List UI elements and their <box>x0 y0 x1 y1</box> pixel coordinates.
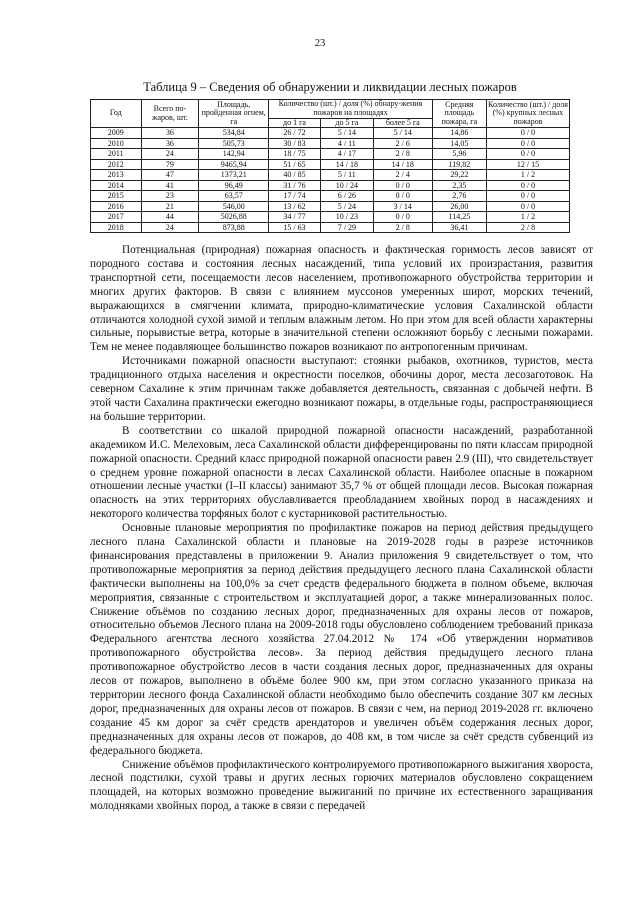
header-large-fires: Количество (шт.) / доля (%) крупных лесных пожаров <box>488 99 568 127</box>
table-row <box>91 180 570 191</box>
cell-up-to-5ha: 10 / 23 <box>320 212 373 223</box>
header-average-area: Средняя площадь пожара, га <box>432 100 486 128</box>
table-row <box>91 191 570 202</box>
cell-average-area: 14,05 <box>432 138 486 149</box>
cell-large-fires: 0 / 0 <box>486 138 569 149</box>
cell-burned-area: 9465,94 <box>199 159 269 170</box>
cell-burned-area: 505,73 <box>199 138 269 149</box>
cell-year: 2011 <box>91 149 142 160</box>
cell-large-fires: 1 / 2 <box>486 212 569 223</box>
paragraph: Снижение объёмов профилактического контролируемого противопожарного выжигания хвороста, лесной подстилки, сухой травы и других лесных горючих материалов обусловлено сокращением площадей, на которых возможно проведение выжиганий по причине их естественного заращивания молодняками хвойных пород, а также в связи с передачей <box>90 758 593 813</box>
cell-burned-area: 873,88 <box>199 222 269 233</box>
cell-total-fires: 24 <box>141 149 199 160</box>
cell-up-to-5ha: 6 / 26 <box>320 191 373 202</box>
table-row <box>91 170 570 181</box>
cell-up-to-1ha: 17 / 74 <box>269 191 321 202</box>
cell-total-fires: 21 <box>141 201 199 212</box>
cell-up-to-1ha: 30 / 83 <box>269 138 321 149</box>
table-row <box>91 201 570 212</box>
header-up-to-5ha: до 5 га <box>320 118 373 128</box>
cell-large-fires: 2 / 8 <box>486 222 569 233</box>
cell-large-fires: 0 / 0 <box>486 191 569 202</box>
paragraph: В соответствии со шкалой природной пожарной опасности насаждений, разработанной академиком И.С. Мелеховым, леса Сахалинской области дифференцированы по пяти классам природной пожарной опасности. Средний класс природной пожарной опасности равен 2.9 (III), что свидетельствует о среднем уровне пожарной опасности в лесах Сахалинской области. Наиболее опасные в пожарном отношении лесные участки (I–II классы) занимают 35,7 % от общей площади лесов. Высокая пожарная опасность на этих территориях обуславливается преобладанием хвойных пород в насаждениях и некоторого количества торфяных болот с кустарниковой растительностью. <box>90 424 593 521</box>
cell-burned-area: 534,84 <box>199 128 269 139</box>
cell-up-to-1ha: 31 / 76 <box>269 180 321 191</box>
cell-average-area: 5,96 <box>432 149 486 160</box>
cell-year: 2015 <box>91 191 142 202</box>
cell-average-area: 2,35 <box>432 180 486 191</box>
cell-average-area: 26,00 <box>432 201 486 212</box>
cell-burned-area: 546,00 <box>199 201 269 212</box>
cell-more-than-5ha: 14 / 18 <box>373 159 432 170</box>
cell-year: 2013 <box>91 170 142 181</box>
cell-up-to-5ha: 4 / 11 <box>320 138 373 149</box>
cell-average-area: 2,76 <box>432 191 486 202</box>
table-row <box>91 149 570 160</box>
cell-up-to-5ha: 7 / 29 <box>320 222 373 233</box>
cell-up-to-5ha: 10 / 24 <box>320 180 373 191</box>
fire-statistics-table <box>90 99 570 233</box>
cell-up-to-1ha: 26 / 72 <box>269 128 321 139</box>
cell-total-fires: 36 <box>141 138 199 149</box>
table-row <box>91 159 570 170</box>
cell-year: 2017 <box>91 212 142 223</box>
cell-year: 2016 <box>91 201 142 212</box>
cell-up-to-1ha: 51 / 65 <box>269 159 321 170</box>
cell-more-than-5ha: 0 / 0 <box>373 212 432 223</box>
table-row <box>91 222 570 233</box>
paragraph: Потенциальная (природная) пожарная опасность и фактическая горимость лесов зависят от породного состава и состояния лесных насаждений, типа условий их произрастания, развития транспортной сети, посещаемости лесов населением, противопожарного обустройства территории и многих других факторов. В связи с влиянием муссонов умеренных широт, морских течений, выражающихся в смягчении климата, природно-климатические условия Сахалинской области отличаются холодной сухой зимой и теплым влажным летом. Но при этом для всей области характерны сильные, порывистые ветра, которые в значительной степени осложняют борьбу с лесными пожарами. Тем не менее подавляющее большинство пожаров возникают по антропогенным причинам. <box>90 244 593 354</box>
cell-large-fires: 1 / 2 <box>486 170 569 181</box>
cell-large-fires: 0 / 0 <box>486 201 569 212</box>
header-detection-count-group: Количество (шт.) / доля (%) обнару-жения пожаров на площадях <box>269 100 433 119</box>
cell-up-to-1ha: 13 / 62 <box>269 201 321 212</box>
cell-more-than-5ha: 3 / 14 <box>373 201 432 212</box>
header-more-than-5ha: более 5 га <box>373 118 432 128</box>
table-caption: Таблица 9 – Сведения об обнаружении и ликвидации лесных пожаров <box>143 80 517 94</box>
cell-burned-area: 5026,88 <box>199 212 269 223</box>
table-row <box>91 138 570 149</box>
cell-up-to-1ha: 40 / 85 <box>269 170 321 181</box>
cell-total-fires: 24 <box>141 222 199 233</box>
cell-total-fires: 36 <box>141 128 199 139</box>
table-body <box>91 128 570 233</box>
cell-large-fires: 0 / 0 <box>486 149 569 160</box>
cell-up-to-1ha: 34 / 77 <box>269 212 321 223</box>
cell-total-fires: 23 <box>141 191 199 202</box>
cell-burned-area: 96,49 <box>199 180 269 191</box>
cell-more-than-5ha: 0 / 0 <box>373 180 432 191</box>
cell-year: 2018 <box>91 222 142 233</box>
cell-large-fires: 12 / 15 <box>486 159 569 170</box>
page-number: 23 <box>314 38 326 49</box>
cell-up-to-5ha: 4 / 17 <box>320 149 373 160</box>
cell-up-to-1ha: 18 / 75 <box>269 149 321 160</box>
cell-total-fires: 44 <box>141 212 199 223</box>
cell-average-area: 14,86 <box>432 128 486 139</box>
cell-burned-area: 142,94 <box>199 149 269 160</box>
cell-more-than-5ha: 5 / 14 <box>373 128 432 139</box>
cell-average-area: 36,41 <box>432 222 486 233</box>
cell-total-fires: 47 <box>141 170 199 181</box>
cell-up-to-5ha: 5 / 11 <box>320 170 373 181</box>
paragraph: Источниками пожарной опасности выступают: стоянки рыбаков, охотников, туристов, места традиционного отдыха населения и окрестности поселков, обочины дорог, места лесозаготовок. На северном Сахалине к этим причинам также добавляется деятельность, связанная с добычей нефти. В этой части Сахалина практически ежегодно возникают пожары, в отдельные годы, распространяющиеся на большие территории. <box>90 355 593 423</box>
cell-more-than-5ha: 2 / 8 <box>373 222 432 233</box>
cell-more-than-5ha: 2 / 4 <box>373 170 432 181</box>
cell-more-than-5ha: 2 / 6 <box>373 138 432 149</box>
header-up-to-1ha: до 1 га <box>269 118 321 128</box>
header-burned-area: Площадь, пройденная огнем, га <box>199 100 269 128</box>
cell-average-area: 114,25 <box>432 212 486 223</box>
cell-total-fires: 41 <box>141 180 199 191</box>
cell-year: 2010 <box>91 138 142 149</box>
cell-burned-area: 63,57 <box>199 191 269 202</box>
cell-large-fires: 0 / 0 <box>486 180 569 191</box>
cell-year: 2012 <box>91 159 142 170</box>
header-total-fires: Всего по-жаров, шт. <box>141 100 199 128</box>
cell-up-to-1ha: 15 / 63 <box>269 222 321 233</box>
cell-up-to-5ha: 5 / 14 <box>320 128 373 139</box>
cell-large-fires: 0 / 0 <box>486 128 569 139</box>
cell-year: 2009 <box>91 128 142 139</box>
table-row <box>91 212 570 223</box>
cell-average-area: 29,22 <box>432 170 486 181</box>
cell-burned-area: 1373,21 <box>199 170 269 181</box>
cell-average-area: 119,82 <box>432 159 486 170</box>
paragraph: Основные плановые мероприятия по профилактике пожаров на период действия предыдущего лесного плана Сахалинской области и плановые на 2019-2028 годы в разрезе источников финансирования представлены в приложении 9. Анализ приложения 9 свидетельствует о том, что противопожарные мероприятия за период действия предыдущего лесного плана Сахалинской области фактически выполнены на 100,0% за счет средств федерального бюджета в полном объеме, включая мероприятия, связанные с строительством и эксплуатацией дорог, а также минерализованных полос. Снижение объёмов по созданию лесных дорог, предназначенных для охраны лесов от пожаров, относительно объемов Лесного плана на 2009-2018 годы обусловлено соблюдением требований приказа Федерального агентства лесного хозяйства 27.04.2012 № 174 «Об утверждении нормативов противопожарного обустройства лесов». За период действия предыдущего лесного плана противопожарное обустройство лесов в части создания лесных дорог, предназначенных для охраны лесов от пожаров, выполнено в объёме более 900 км, при этом согласно указанного приказа на территории лесного фонда Сахалинской области необходимо было обеспечить создание 307 км лесных дорог, предназначенных для охраны лесов от пожаров. В связи с чем, на период 2019-2028 гг. включено создание 45 км дорог за счёт средств арендаторов и увеличен объём содержания лесных дорог, предназначенных для охраны лесов от пожаров, до 408 км, в том числе за счёт средств субвенций из федерального бюджета. <box>90 522 593 757</box>
body-text <box>90 244 593 814</box>
cell-total-fires: 79 <box>141 159 199 170</box>
cell-more-than-5ha: 2 / 8 <box>373 149 432 160</box>
table-row <box>91 128 570 139</box>
cell-year: 2014 <box>91 180 142 191</box>
header-year: Год <box>91 100 142 128</box>
cell-more-than-5ha: 0 / 0 <box>373 191 432 202</box>
cell-up-to-5ha: 14 / 18 <box>320 159 373 170</box>
cell-up-to-5ha: 5 / 24 <box>320 201 373 212</box>
